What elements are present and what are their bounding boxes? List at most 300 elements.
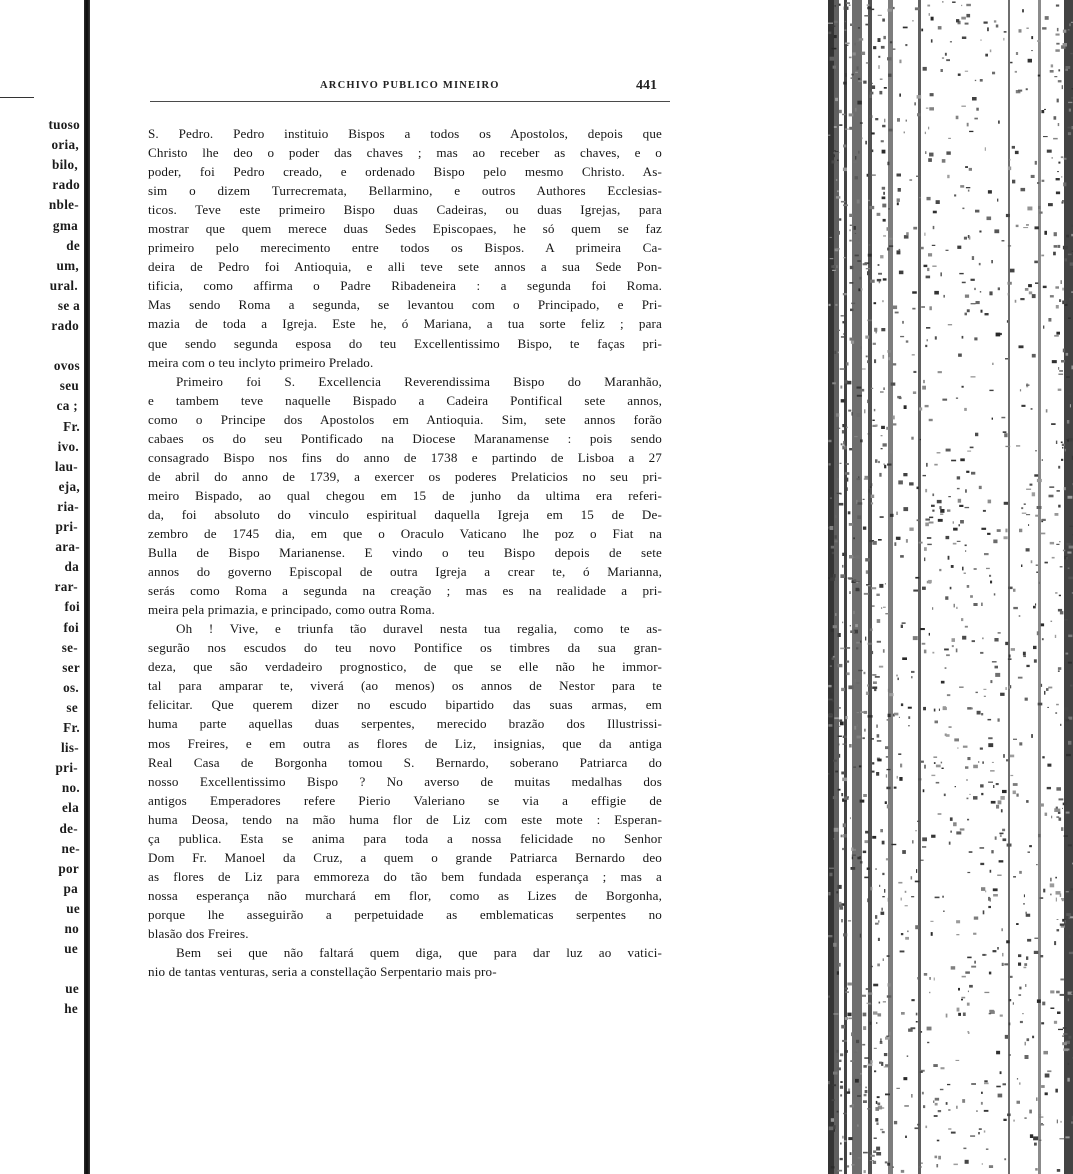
edge-speck [927,1027,932,1031]
edge-speck [942,57,944,58]
edge-speck [967,957,971,959]
edge-speck [870,628,873,631]
text-line: Mas sendo Roma a segunda, se levantou com o Principado, e Pri- [148,297,662,313]
edge-speck [866,356,868,358]
edge-speck [1001,928,1003,931]
edge-band [868,0,872,1174]
edge-speck [970,595,973,598]
edge-speck [850,630,855,633]
edge-speck [924,558,925,562]
edge-speck [840,386,842,389]
edge-speck [1028,852,1031,853]
edge-speck [929,633,930,636]
edge-speck [1058,374,1063,376]
edge-speck [1057,99,1059,103]
edge-speck [915,881,920,883]
text-line: meira pela primazia, e principado, como outra Roma. [148,602,435,618]
edge-speck [855,233,856,234]
edge-speck [1055,712,1057,714]
edge-speck [901,1012,905,1015]
text-line: huma Deosa, tendo na mão huma flor de Liz com este mote : Esperan- [148,811,662,827]
edge-speck [909,482,914,485]
edge-speck [1058,123,1060,126]
edge-speck [853,537,855,539]
edge-speck [1056,891,1061,895]
edge-speck [865,831,869,834]
edge-speck [924,547,927,551]
edge-speck [923,475,927,476]
edge-speck [1043,326,1044,329]
edge-speck [963,746,968,748]
edge-speck [1066,891,1069,892]
edge-speck [1054,116,1057,120]
edge-speck [967,1003,970,1006]
edge-speck [832,690,833,693]
text-line: meira com o teu inclyto primeiro Prelado. [148,354,374,370]
edge-speck [948,556,950,560]
edge-speck [916,869,917,873]
edge-speck [842,848,844,850]
edge-speck [981,310,983,313]
previous-page-fragment: ue [64,941,78,957]
edge-speck [968,1032,970,1034]
edge-speck [871,966,873,967]
edge-band [1064,0,1073,1174]
edge-speck [1068,844,1072,846]
edge-speck [1058,69,1060,71]
edge-speck [911,676,913,678]
edge-speck [883,235,886,236]
edge-speck [842,424,845,427]
edge-speck [893,416,895,420]
edge-speck [854,436,857,437]
edge-speck [846,487,848,491]
previous-page-fragment: pri- [55,519,78,534]
edge-speck [970,447,974,449]
edge-speck [991,260,993,263]
edge-speck [1003,431,1007,433]
edge-speck [1067,1078,1069,1082]
edge-speck [837,1060,842,1062]
edge-speck [883,192,885,195]
edge-speck [1039,1140,1041,1141]
edge-speck [1057,1012,1061,1015]
edge-speck [852,1150,853,1151]
edge-speck [1020,389,1021,391]
edge-speck [872,541,876,545]
edge-speck [1008,282,1012,285]
edge-speck [1035,161,1037,165]
edge-speck [871,175,875,176]
edge-speck [1008,245,1011,246]
text-line: felicitar. Que querem dizer no escudo bipartido das suas armas, em [148,697,662,713]
edge-speck [1024,963,1027,966]
edge-speck [880,79,883,80]
edge-speck [866,692,869,695]
edge-speck [926,276,931,279]
edge-speck [828,996,830,998]
edge-speck [934,291,939,295]
edge-speck [832,48,837,50]
edge-speck [867,1108,870,1110]
edge-speck [861,288,863,290]
edge-speck [984,1110,989,1112]
edge-speck [848,410,851,412]
edge-speck [899,271,904,275]
edge-speck [828,440,831,442]
edge-speck [859,1084,861,1086]
edge-speck [915,7,920,10]
edge-speck [880,1129,883,1131]
edge-speck [832,657,835,660]
edge-speck [829,527,830,529]
edge-speck [975,80,976,81]
edge-speck [874,1048,877,1049]
edge-speck [1018,994,1021,996]
edge-speck [899,397,902,399]
edge-speck [1022,1013,1024,1014]
edge-speck [946,1014,948,1018]
edge-speck [965,166,968,168]
edge-speck [872,420,874,421]
edge-speck [858,151,859,154]
edge-speck [926,463,928,467]
edge-speck [1031,50,1033,51]
edge-speck [980,652,983,654]
edge-speck [988,719,992,721]
edge-speck [962,282,966,284]
edge-speck [941,762,942,764]
page-edge-texture [828,0,1073,1174]
edge-speck [913,391,916,394]
edge-speck [973,603,977,606]
edge-speck [933,1064,938,1067]
edge-speck [858,288,860,291]
edge-speck [1070,404,1071,407]
edge-speck [951,565,954,568]
edge-speck [1049,495,1054,498]
edge-speck [1050,990,1054,993]
edge-speck [847,672,850,675]
previous-page-fragment: os. [63,679,79,695]
edge-speck [854,726,856,730]
edge-speck [857,854,859,856]
edge-speck [858,242,860,243]
edge-speck [882,300,883,302]
edge-speck [901,703,903,706]
edge-speck [920,761,924,763]
edge-speck [856,1040,859,1043]
edge-speck [834,828,839,832]
edge-speck [848,1137,852,1140]
edge-speck [981,1092,983,1094]
edge-speck [1029,291,1032,294]
edge-speck [841,443,843,445]
edge-speck [951,1132,956,1134]
edge-speck [887,57,892,60]
edge-speck [982,954,985,956]
edge-speck [877,759,881,762]
edge-speck [853,611,854,614]
edge-speck [884,1053,887,1056]
edge-speck [872,687,877,689]
edge-speck [1037,631,1039,635]
edge-speck [833,574,836,578]
edge-speck [881,328,885,331]
edge-speck [935,1103,938,1106]
edge-speck [834,126,837,128]
edge-speck [928,580,932,583]
edge-speck [985,313,989,315]
edge-speck [1025,1055,1029,1059]
edge-speck [906,539,908,543]
edge-speck [1051,423,1056,425]
edge-speck [1036,864,1037,865]
edge-speck [1033,646,1037,649]
edge-speck [874,1070,876,1072]
edge-speck [1016,794,1018,797]
edge-speck [849,744,852,748]
edge-speck [961,106,966,107]
edge-speck [1056,809,1061,812]
edge-speck [965,507,970,508]
edge-speck [951,460,956,462]
edge-speck [1043,136,1048,137]
edge-speck [842,1136,843,1139]
edge-speck [938,26,942,29]
edge-speck [1060,611,1064,614]
edge-speck [939,506,941,509]
edge-speck [948,324,952,325]
edge-speck [998,632,1001,633]
edge-speck [851,848,853,851]
edge-speck [946,734,950,737]
edge-speck [956,920,960,923]
edge-speck [850,817,851,819]
edge-speck [882,187,885,190]
edge-speck [950,41,952,42]
edge-speck [887,805,890,809]
edge-speck [859,382,860,386]
edge-speck [895,312,899,314]
previous-page-fragment: ser [62,659,80,675]
edge-speck [840,648,845,650]
edge-speck [839,218,841,220]
edge-speck [1054,245,1058,248]
edge-speck [913,636,918,640]
edge-speck [967,309,970,312]
edge-speck [828,724,832,727]
edge-speck [890,514,894,517]
edge-speck [863,1026,866,1030]
edge-speck [842,744,846,745]
edge-speck [934,464,937,466]
edge-speck [1063,550,1065,552]
edge-speck [990,680,992,683]
edge-speck [851,341,854,344]
edge-speck [836,1050,838,1053]
edge-speck [973,933,976,935]
edge-speck [993,540,997,544]
edge-speck [921,1162,923,1164]
edge-speck [838,1170,843,1172]
edge-speck [988,782,993,783]
edge-speck [967,585,970,588]
edge-speck [959,524,960,526]
edge-speck [1019,529,1022,533]
edge-speck [973,796,978,800]
edge-speck [1022,513,1027,514]
edge-speck [992,661,997,662]
edge-speck [834,5,836,6]
edge-speck [953,528,958,531]
text-line: Primeiro foi S. Excellencia Reverendissima Bispo do Maranhão, [176,373,662,389]
edge-speck [1068,102,1072,103]
edge-speck [956,649,958,653]
edge-speck [851,77,853,79]
edge-speck [976,108,979,111]
edge-speck [1010,269,1015,273]
edge-speck [839,726,840,727]
edge-speck [925,523,929,527]
edge-speck [916,1021,918,1023]
edge-speck [867,400,868,404]
edge-speck [958,354,962,357]
previous-page-fragment: um, [56,257,79,273]
edge-speck [1009,655,1011,658]
edge-speck [873,1011,877,1014]
edge-speck [860,934,861,938]
edge-speck [1051,64,1053,67]
edge-speck [935,336,937,339]
edge-speck [946,1102,948,1105]
edge-speck [1063,1027,1067,1029]
edge-speck [858,81,862,82]
edge-speck [891,844,896,845]
edge-speck [885,613,889,614]
edge-speck [925,1126,927,1129]
edge-speck [864,877,869,879]
previous-page-fragment: ela [61,800,79,816]
edge-speck [946,449,951,452]
edge-speck [875,1118,878,1122]
edge-speck [878,38,881,42]
edge-speck [841,835,843,838]
edge-speck [888,74,891,77]
edge-speck [1059,541,1060,542]
edge-speck [956,831,961,834]
edge-speck [843,736,847,738]
edge-speck [967,757,970,760]
edge-speck [1003,754,1005,758]
edge-speck [974,961,976,964]
edge-speck [1068,318,1071,319]
edge-speck [877,1103,880,1106]
edge-speck [1026,224,1029,225]
edge-speck [927,537,931,539]
edge-speck [1056,178,1060,180]
edge-speck [912,308,915,310]
edge-speck [883,607,886,608]
edge-speck [969,131,973,132]
edge-speck [838,744,839,746]
edge-speck [858,27,860,29]
edge-speck [952,2,956,3]
edge-speck [875,459,878,463]
edge-speck [1039,212,1042,214]
edge-speck [1004,502,1008,505]
edge-speck [912,840,913,843]
edge-speck [848,1018,852,1020]
edge-speck [1033,1136,1038,1140]
edge-speck [858,78,860,80]
edge-speck [975,433,978,437]
edge-speck [1015,71,1017,73]
edge-speck [919,710,920,713]
edge-speck [1016,923,1019,925]
edge-speck [929,13,930,16]
edge-speck [863,263,868,265]
edge-speck [921,306,925,308]
edge-speck [888,9,892,12]
edge-speck [1013,876,1016,878]
edge-speck [1023,652,1026,656]
edge-speck [955,786,956,787]
edge-speck [979,1128,982,1130]
edge-speck [936,1164,938,1167]
edge-speck [927,197,931,200]
edge-speck [908,716,910,719]
edge-speck [1065,69,1068,71]
edge-speck [1063,349,1065,353]
edge-speck [971,472,975,475]
edge-speck [857,395,862,397]
edge-speck [1019,615,1021,616]
edge-speck [1064,619,1068,620]
edge-speck [1059,370,1063,372]
edge-speck [930,921,933,922]
edge-speck [925,132,926,134]
edge-speck [832,700,833,702]
edge-speck [890,41,892,43]
edge-speck [847,478,848,482]
edge-speck [990,870,992,873]
text-line: S. Pedro. Pedro instituio Bispos a todos os Apostolos, depois que [148,126,662,141]
edge-speck [868,643,872,645]
edge-speck [838,905,843,908]
edge-speck [882,841,885,845]
edge-speck [843,168,847,172]
edge-speck [843,823,846,827]
edge-speck [1064,487,1066,490]
edge-speck [838,330,841,331]
edge-speck [1031,734,1033,738]
edge-speck [911,1027,916,1029]
edge-speck [1050,883,1055,887]
previous-page-fragment: ne- [61,840,80,856]
edge-speck [845,45,849,46]
edge-speck [846,647,850,649]
edge-speck [917,977,918,980]
edge-speck [871,495,875,498]
edge-speck [837,971,839,974]
edge-speck [930,93,934,96]
edge-speck [1007,1114,1011,1117]
edge-speck [884,119,885,123]
edge-speck [888,714,891,717]
edge-speck [1054,1021,1057,1024]
edge-speck [960,828,965,830]
